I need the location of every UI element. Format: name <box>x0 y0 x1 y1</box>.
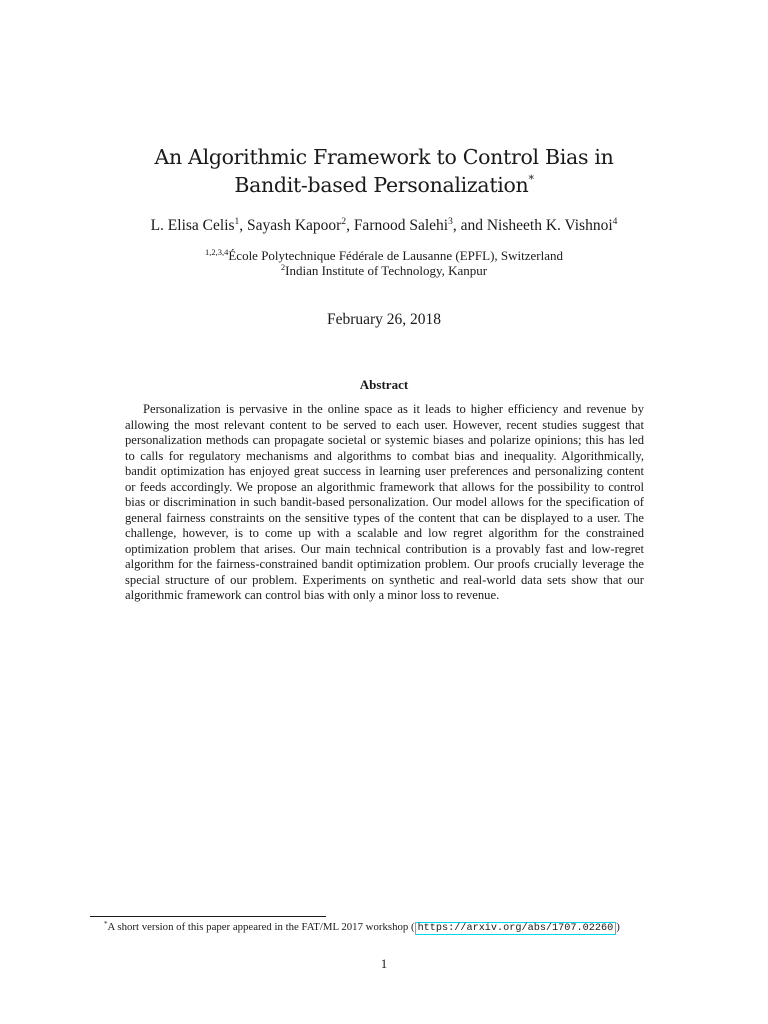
abstract-body: Personalization is pervasive in the online space as it leads to higher efficiency and revenue by allowing the most relevant content to be served to each user. However, recent studies suggest that personalization methods can propagate societal or systemic biases and polarize opinions; this has led to calls for regulatory mechanisms and algorithms to combat bias and inequality. Algorithmically, bandit optimization has enjoyed great success in learning user preferences and personalizing content or feeds accordingly. We propose an algorithmic framework that allows for the possibility to control bias or discrimination in such bandit-based personalization. Our model allows for the specification of general fairness constraints on the sensitive types of the content that can be displayed to a user. The challenge, however, is to come up with a scalable and low regret algorithm for the constrained optimization problem that arises. Our main technical contribution is a provably fast and low-regret algorithm for the fairness-constrained bandit optimization problem. Our proofs crucially leverage the special structure of our problem. Experiments on synthetic and real-world data sets show that our algorithmic framework can control bias with only a minor loss to revenue. <box>125 402 644 602</box>
abstract-heading: Abstract <box>359 377 409 392</box>
affiliation-epfl-mark: 1,2,3,4 <box>204 247 229 257</box>
footnote-mark: * <box>104 920 108 928</box>
affiliation-iit <box>84 263 684 278</box>
title-line-2-text: Bandit-based Personalization <box>234 173 529 197</box>
author-3-mark: 3 <box>448 217 453 227</box>
author-3-name: Farnood Salehi <box>353 217 449 234</box>
author-1-name: L. Elisa Celis <box>150 217 235 234</box>
affiliation-iit-mark: 2 <box>280 262 286 272</box>
title-footnote-mark[interactable]: * <box>528 173 534 186</box>
author-list: L. Elisa Celis$^1$, Sayash Kapoor$^2$, Farnood Salehi$^3$, and Nisheeth K. Vishnoi$^4$ <box>150 217 618 234</box>
title-line-2 <box>84 171 684 199</box>
author-2-mark: 2 <box>341 217 347 227</box>
title-line-1: An Algorithmic Framework to Control Bias in <box>154 145 614 169</box>
affiliation-iit-text: Indian Institute of Technology, Kanpur <box>285 263 488 278</box>
footnote-text: A short version of this paper appeared in the FAT/ML 2017 workshop ( <box>107 921 415 933</box>
author-2-name: Sayash Kapoor <box>247 217 342 234</box>
arxiv-link[interactable]: https://arxiv.org/abs/1707.02260 <box>415 922 617 935</box>
author-4-name: and Nisheeth K. Vishnoi <box>460 217 613 234</box>
author-4-mark: 4 <box>612 217 618 227</box>
publication-date: February 26, 2018 <box>326 311 442 328</box>
footnote-text-end: ) <box>616 921 620 933</box>
affiliation-epfl <box>84 248 684 263</box>
footnote <box>104 920 620 936</box>
paper-title <box>84 143 684 199</box>
affiliation-epfl-text: École Polytechnique Fédérale de Lausanne (EPFL), Switzerland <box>228 248 564 263</box>
page-number: 1 <box>380 956 388 971</box>
author-1-mark: 1 <box>234 217 240 227</box>
footnote-divider <box>90 916 326 917</box>
